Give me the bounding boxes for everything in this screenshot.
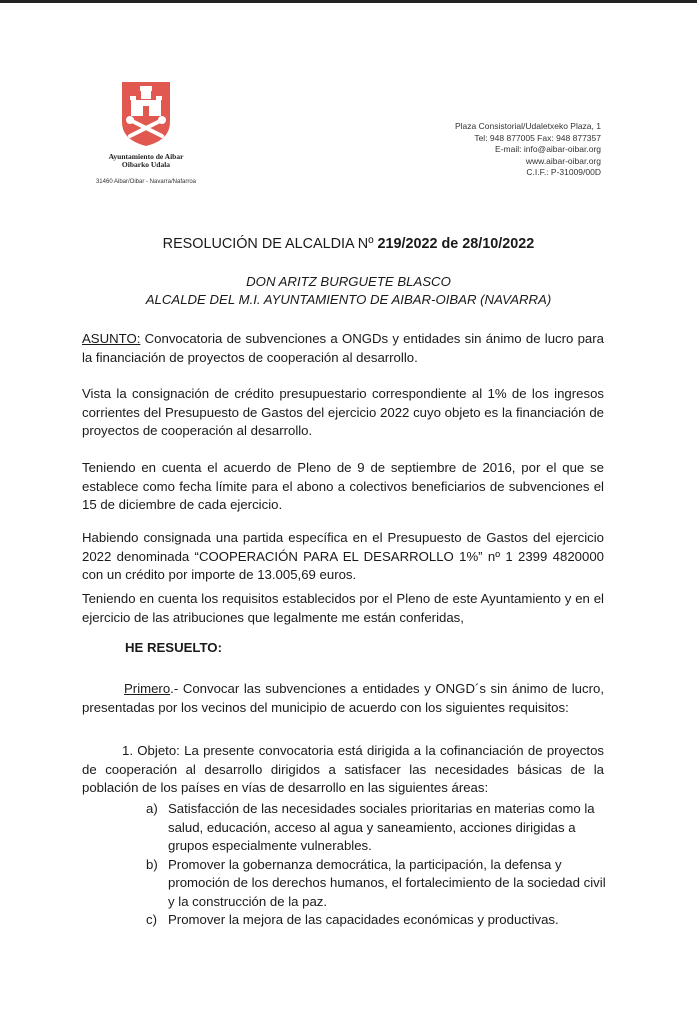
- list-item-letter: c): [146, 912, 157, 927]
- org-name: [76, 153, 216, 169]
- list-item-text: Promover la gobernanza democrática, la participación, la defensa y promoción de los derechos humanos, el fortalecimiento de la sociedad civil y la construcción de la paz.: [168, 856, 606, 909]
- areas-list: [146, 800, 606, 930]
- contact-website: www.aibar-oibar.org: [525, 155, 601, 166]
- primero-text: .- Convocar las subvenciones a entidades y ONGD´s sin ánimo de lucro, presentadas por los vecinos del municipio de acuerdo con los siguientes requisitos:: [82, 681, 604, 715]
- list-item: [146, 800, 606, 856]
- asunto-paragraph: [82, 330, 604, 367]
- list-item: [146, 856, 606, 912]
- resolution-number-date: 219/2022 de 28/10/2022: [377, 236, 535, 252]
- primero-label: Primero: [124, 681, 171, 696]
- list-item-letter: a): [146, 801, 158, 816]
- org-name-line1: Ayuntamiento de Aibar: [108, 152, 184, 161]
- asunto-text: Convocatoria de subvenciones a ONGDs y entidades sin ánimo de lucro para la financiación de proyectos de cooperación al desarrollo.: [82, 331, 604, 365]
- official-name: DON ARITZ BURGUETE BLASCO: [246, 274, 451, 289]
- official-block: [0, 273, 697, 309]
- contact-block: [455, 121, 601, 179]
- primero-paragraph: [82, 680, 604, 717]
- paragraph-credit: Vista la consignación de crédito presupuestario correspondiente al 1% de los ingresos corrientes del Presupuesto de Gastos del ejercicio 2022 cuyo objeto es la financiación de proyectos de cooperación al desarrollo.: [82, 386, 604, 438]
- objeto-paragraph: 1. Objeto: La presente convocatoria está dirigida a la cofinanciación de proyectos de cooperación al desarrollo dirigidos a satisfacer las necesidades básicas de la población de los países en vías de desarrollo en las siguientes áreas:: [82, 743, 604, 795]
- resolution-heading: HE RESUELTO:: [125, 640, 222, 655]
- org-name-line2: Oibarko Udala: [121, 160, 171, 169]
- title-prefix: RESOLUCIÓN DE ALCALDIA Nº: [162, 236, 378, 252]
- coat-of-arms-icon: [120, 80, 172, 148]
- list-item-text: Satisfacción de las necesidades sociales prioritarias en materias como la salud, educación, acceso al agua y saneamiento, acciones dirigidas a grupos especialmente vulnerables.: [168, 801, 595, 853]
- asunto-label: ASUNTO:: [82, 331, 141, 346]
- contact-address: Plaza Consistorial/Udaletxeko Plaza, 1: [455, 121, 601, 131]
- list-item-letter: b): [146, 856, 158, 872]
- resolution-title: [0, 236, 697, 252]
- paragraph-pleno: Teniendo en cuenta el acuerdo de Pleno de 9 de septiembre de 2016, por el que se establece como fecha límite para el abono a colectivos beneficiarios de subvenciones el 15 de diciembre de cada ejercicio.: [82, 460, 604, 512]
- paragraph-requisitos: Teniendo en cuenta los requisitos establecidos por el Pleno de este Ayuntamiento y en el ejercicio de las atribuciones que legalmente me están conferidas,: [82, 591, 604, 625]
- contact-cif: C.I.F.: P-31009/00D: [526, 167, 601, 178]
- contact-email: E-mail: info@aibar-oibar.org: [495, 144, 601, 155]
- municipal-logo: [76, 80, 216, 185]
- paragraph-partida: Habiendo consignada una partida específica en el Presupuesto de Gastos del ejercicio 2022 denominada “COOPERACIÓN PARA EL DESARROLLO 1%” nº 1 2399 4820000 con un crédito por importe de 13.005,69 euros.: [82, 530, 604, 582]
- official-position: ALCALDE DEL M.I. AYUNTAMIENTO DE AIBAR-OIBAR (NAVARRA): [145, 292, 552, 307]
- list-item-text: Promover la mejora de las capacidades económicas y productivas.: [168, 912, 559, 927]
- contact-phone-fax: Tel: 948 877005 Fax: 948 877357: [474, 132, 601, 143]
- org-address: 31460 Aibar/Oibar - Navarra/Nafarroa: [95, 179, 197, 185]
- list-item: [146, 911, 606, 930]
